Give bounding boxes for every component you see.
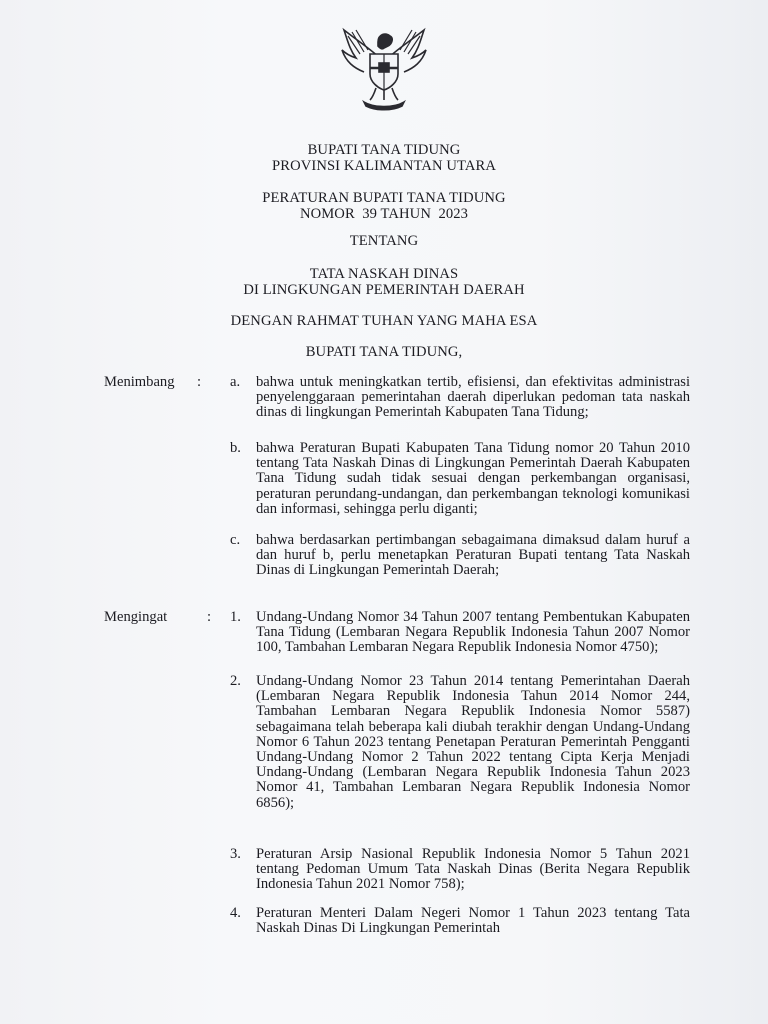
issuer-block [0, 142, 768, 174]
subject-line-1: TATA NASKAH DINAS [309, 266, 459, 282]
issuer-line-2: PROVINSI KALIMANTAN UTARA [272, 158, 496, 174]
list-item [230, 906, 690, 936]
list-item [230, 610, 690, 656]
menimbang-colon: : [197, 374, 202, 390]
authority-block [0, 344, 768, 360]
item-marker: b. [230, 440, 241, 456]
regulation-number: NOMOR 39 TAHUN 2023 [299, 206, 469, 222]
regulation-title: PERATURAN BUPATI TANA TIDUNG [262, 190, 506, 206]
item-text: bahwa Peraturan Bupati Kabupaten Tana Tidung nomor 20 Tahun 2010 tentang Tata Naskah Dinas di Lingkungan Pemerintah Daerah Kabupaten Tana Tidung sudah tidak sesuai dengan perkembangan organisasi, peraturan perundang-undangan, dan perkembangan teknologi komunikasi dan informasi, sehingga perlu diganti; [256, 440, 690, 517]
list-item [230, 533, 690, 579]
item-text: bahwa berdasarkan pertimbangan sebagaimana dimaksud dalam huruf a dan huruf b, perlu menetapkan Peraturan Bupati tentang Tata Naskah Dinas di Lingkungan Pemerintah Daerah; [256, 532, 690, 579]
authority-text: BUPATI TANA TIDUNG, [305, 344, 463, 360]
invocation-block [0, 313, 768, 329]
about-block [0, 233, 768, 249]
list-item [230, 674, 690, 811]
item-marker: 3. [230, 846, 241, 862]
mengingat-label: Mengingat [104, 609, 168, 625]
subject-block [0, 266, 768, 298]
issuer-line-1: BUPATI TANA TIDUNG [307, 142, 461, 158]
regulation-block [0, 190, 768, 222]
list-item [230, 441, 690, 517]
item-marker: 2. [230, 673, 241, 689]
item-marker: 4. [230, 905, 241, 921]
list-item [230, 375, 690, 421]
item-marker: a. [230, 374, 241, 390]
item-text: Undang-Undang Nomor 34 Tahun 2007 tentang Pembentukan Kabupaten Tana Tidung (Lembaran Negara Republik Indonesia Tahun 2007 Nomor 100, Tambahan Lembaran Negara Republik Indonesia Nomor 4750); [256, 609, 690, 656]
item-text: Peraturan Arsip Nasional Republik Indonesia Nomor 5 Tahun 2021 tentang Pedoman Umum Tata Naskah Dinas (Berita Negara Republik Indonesia Tahun 2021 Nomor 758); [256, 846, 690, 893]
invocation-text: DENGAN RAHMAT TUHAN YANG MAHA ESA [230, 313, 538, 329]
subject-line-2: DI LINGKUNGAN PEMERINTAH DAERAH [243, 282, 525, 298]
item-marker: c. [230, 532, 241, 548]
item-marker: 1. [230, 609, 241, 625]
item-text: Peraturan Menteri Dalam Negeri Nomor 1 Tahun 2023 tentang Tata Naskah Dinas Di Lingkungan Pemerintah [256, 905, 690, 937]
mengingat-colon: : [207, 609, 212, 625]
list-item [230, 847, 690, 893]
garuda-emblem-icon [334, 20, 434, 112]
item-text: bahwa untuk meningkatkan tertib, efisiensi, dan efektivitas administrasi penyelenggaraan pemerintahan daerah diperlukan pedoman tata naskah dinas di lingkungan Pemerintah Kabupaten Tana Tidung; [256, 374, 690, 421]
about-label: TENTANG [349, 233, 419, 249]
item-text: Undang-Undang Nomor 23 Tahun 2014 tentang Pemerintahan Daerah (Lembaran Negara Republik Indonesia Tahun 2014 Nomor 244, Tambahan Lembaran Negara Republik Indonesia Nomor 5587) sebagaimana telah beberapa kali diubah terakhir dengan Undang-Undang Nomor 6 Tahun 2023 tentang Penetapan Peraturan Pemerintah Pengganti Undang-Undang Nomor 2 Tahun 2022 tentang Cipta Kerja Menjadi Undang-Undang (Lembaran Negara Republik Indonesia Tahun 2023 Nomor 41, Tambahan Lembaran Negara Republik Indonesia Nomor 6856); [256, 673, 690, 811]
menimbang-label: Menimbang [104, 374, 175, 390]
